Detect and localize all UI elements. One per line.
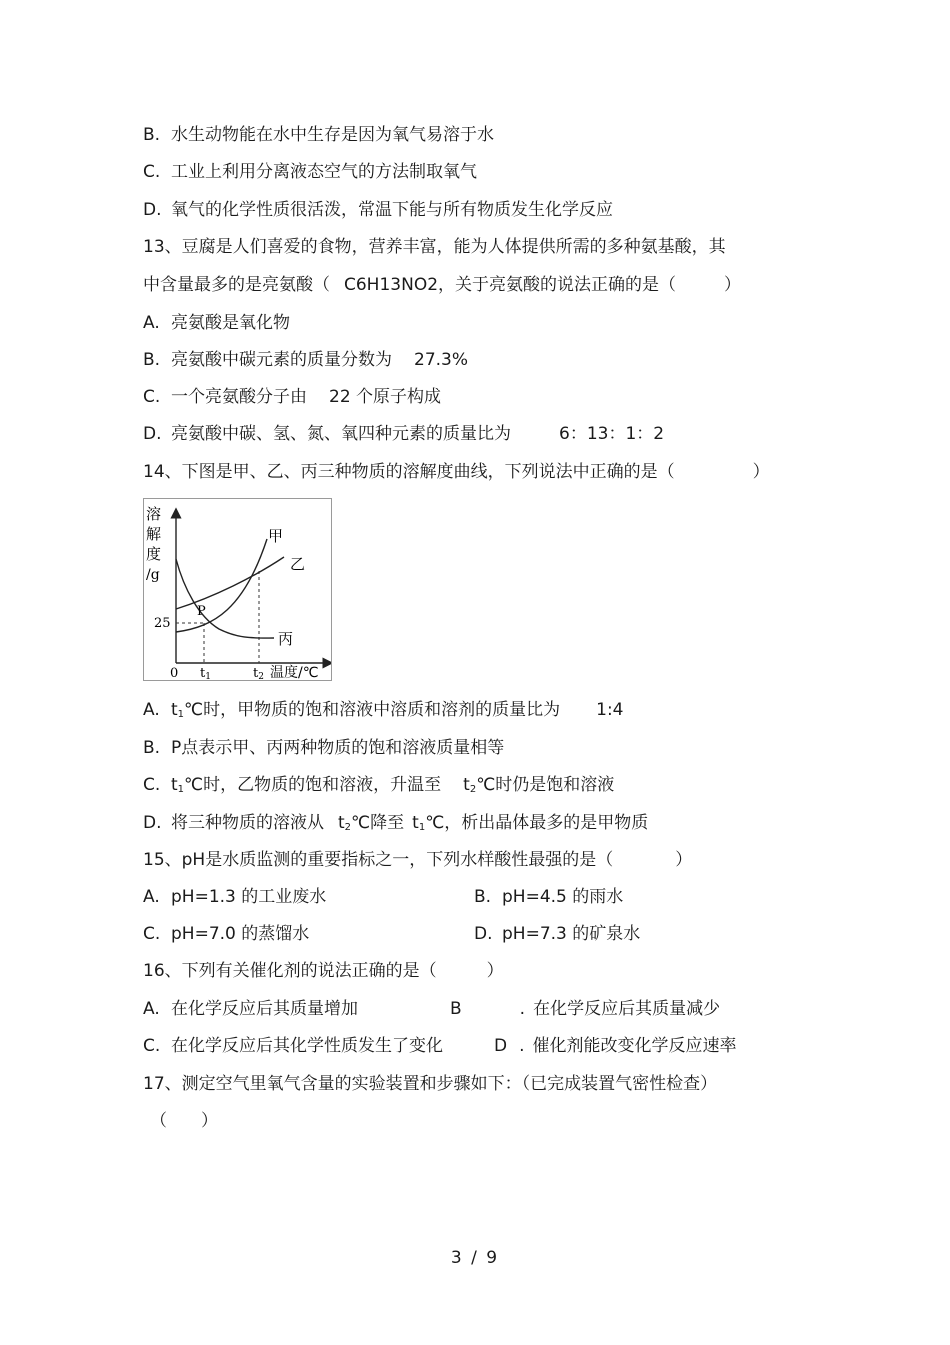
- option-t1-sub: 1: [177, 784, 185, 795]
- q13-stem-line2: [143, 274, 741, 296]
- q16-option-c: [143, 1035, 443, 1057]
- q17-stem: 17、测定空气里氧气含量的实验装置和步骤如下：（已完成装置气密性检查）: [143, 1074, 718, 1094]
- curve-label-yi: 乙: [290, 555, 306, 573]
- option-t1: t: [171, 775, 178, 795]
- q14-option-d: [143, 812, 648, 839]
- q14-stem: [143, 461, 770, 483]
- option-text-b: 个原子构成: [356, 387, 442, 407]
- solubility-curve-figure: [143, 498, 332, 681]
- option-label: C.: [143, 387, 161, 407]
- q15-stem: [143, 849, 692, 871]
- option-t1: t: [412, 813, 419, 833]
- q16-option-b: [450, 998, 720, 1020]
- curve-jia: [176, 539, 267, 632]
- option-dot: .: [519, 999, 526, 1019]
- q16-option-d: [494, 1035, 737, 1057]
- q13-option-b: [143, 349, 468, 371]
- option-dot: .: [519, 1036, 525, 1056]
- q14-option-c: [143, 774, 614, 801]
- option-t2-sub: 2: [344, 822, 352, 833]
- option-text: pH=4.5 的雨水: [502, 887, 624, 907]
- ylabel-char-3: 度: [146, 545, 162, 563]
- option-label: C.: [143, 1036, 161, 1056]
- option-text-c: ℃，析出晶体最多的是甲物质: [425, 813, 649, 833]
- option-text: 亮氨酸中碳、氢、氮、氧四种元素的质量比为: [171, 424, 511, 444]
- option-text: P点表示甲、丙两种物质的饱和溶液质量相等: [171, 738, 505, 758]
- q14-stem-text: 14、下图是甲、乙、丙三种物质的溶解度曲线，下列说法中正确的是（: [143, 462, 675, 482]
- q13-stem-text-b: ，关于亮氨酸的说法正确的是（: [438, 275, 677, 295]
- option-text: 在化学反应后其质量减少: [533, 999, 721, 1019]
- option-label: C.: [143, 924, 161, 944]
- option-label: D.: [474, 924, 493, 944]
- t1-label: t1: [200, 666, 211, 680]
- q13-option-c: [143, 386, 441, 408]
- option-text: 水生动物能在水中生存是因为氧气易溶于水: [171, 125, 494, 145]
- q16-stem-text: 16、下列有关催化剂的说法正确的是（: [143, 961, 437, 981]
- point-p-label: P: [197, 604, 206, 619]
- option-text: 催化剂能改变化学反应速率: [532, 1036, 737, 1056]
- option-text-a: 将三种物质的溶液从: [171, 813, 324, 833]
- option-value: 1:4: [596, 700, 624, 720]
- option-text-b: ℃时仍是饱和溶液: [476, 775, 615, 795]
- ylabel-unit: /g: [146, 567, 160, 583]
- option-text: 亮氨酸是氧化物: [171, 313, 290, 333]
- option-t2-sub: 2: [469, 784, 477, 795]
- q13-option-a: [143, 312, 290, 334]
- q17-answer-paren: （ ）: [150, 1111, 218, 1131]
- option-text-b: ℃降至: [351, 813, 405, 833]
- option-text: 氧气的化学性质很活泼，常温下能与所有物质发生化学反应: [171, 200, 613, 220]
- option-label: B.: [143, 350, 161, 370]
- option-text-a: 一个亮氨酸分子由: [171, 387, 307, 407]
- origin-label: 0: [170, 666, 179, 680]
- q14-paren-close: ）: [752, 462, 770, 482]
- q15-option-d: [474, 923, 640, 945]
- option-label: C.: [143, 775, 161, 795]
- q12-option-d: [143, 199, 613, 221]
- option-label: B.: [143, 738, 161, 758]
- option-label: B.: [143, 125, 161, 145]
- q16-option-a: [143, 998, 358, 1020]
- option-label: B.: [474, 887, 492, 907]
- option-t2: t: [338, 813, 345, 833]
- q14-option-b: [143, 737, 504, 759]
- option-label: A.: [143, 999, 160, 1019]
- option-label: D.: [143, 200, 162, 220]
- option-t2: t: [463, 775, 470, 795]
- y-tick-25: 25: [154, 616, 171, 631]
- q13-paren-close: ）: [724, 275, 742, 295]
- option-label: B: [450, 999, 462, 1019]
- curve-label-bing: 丙: [278, 630, 294, 648]
- solubility-curve-svg: [144, 499, 331, 680]
- q15-option-c: [143, 923, 309, 945]
- q15-paren-close: ）: [675, 850, 693, 870]
- option-label: D.: [143, 813, 162, 833]
- q13-formula: C6H13NO2: [344, 275, 439, 295]
- curve-yi: [176, 557, 284, 609]
- option-label: A.: [143, 887, 160, 907]
- ylabel-char-2: 解: [146, 525, 162, 543]
- ylabel-char-1: 溶: [146, 505, 162, 523]
- q15-option-a: [143, 886, 326, 908]
- option-value: 6：13：1：2: [559, 424, 665, 444]
- q12-option-b: [143, 124, 494, 146]
- option-text-a: ℃时，乙物质的饱和溶液，升温至: [184, 775, 442, 795]
- q15-option-b: [474, 886, 623, 908]
- option-t-sub: 1: [177, 709, 185, 720]
- option-text: pH=7.3 的矿泉水: [502, 924, 641, 944]
- q13-option-d: [143, 423, 664, 445]
- option-label: D: [494, 1036, 508, 1056]
- t2-label: t2: [253, 666, 264, 680]
- option-t1-sub: 1: [418, 822, 426, 833]
- q15-stem-text: 15、pH是水质监测的重要指标之一，下列水样酸性最强的是（: [143, 850, 614, 870]
- page-number: 3 / 9: [450, 1248, 500, 1268]
- option-value: 27.3%: [414, 350, 469, 370]
- q13-stem-text-a: 中含量最多的是亮氨酸（: [143, 275, 330, 295]
- option-text: ℃时，甲物质的饱和溶液中溶质和溶剂的质量比为: [184, 700, 561, 720]
- option-text: pH=1.3 的工业废水: [171, 887, 327, 907]
- option-value: 22: [329, 387, 351, 407]
- option-text: 亮氨酸中碳元素的质量分数为: [171, 350, 392, 370]
- option-text: pH=7.0 的蒸馏水: [171, 924, 310, 944]
- q16-paren-close: ）: [486, 961, 504, 981]
- q13-stem-line1: 13、豆腐是人们喜爱的食物，营养丰富，能为人体提供所需的多种氨基酸，其: [143, 237, 726, 257]
- option-text: 在化学反应后其化学性质发生了变化: [171, 1036, 443, 1056]
- q16-stem: [143, 960, 504, 982]
- xlabel: 温度/℃: [270, 665, 319, 680]
- curve-label-jia: 甲: [268, 527, 284, 545]
- q12-option-c: [143, 161, 477, 183]
- option-label: A.: [143, 700, 160, 720]
- option-text: 在化学反应后其质量增加: [171, 999, 358, 1019]
- option-label: A.: [143, 313, 160, 333]
- option-text: 工业上利用分离液态空气的方法制取氧气: [171, 162, 477, 182]
- option-label: D.: [143, 424, 162, 444]
- option-t: t: [171, 700, 178, 720]
- option-label: C.: [143, 162, 161, 182]
- q14-option-a: [143, 699, 624, 726]
